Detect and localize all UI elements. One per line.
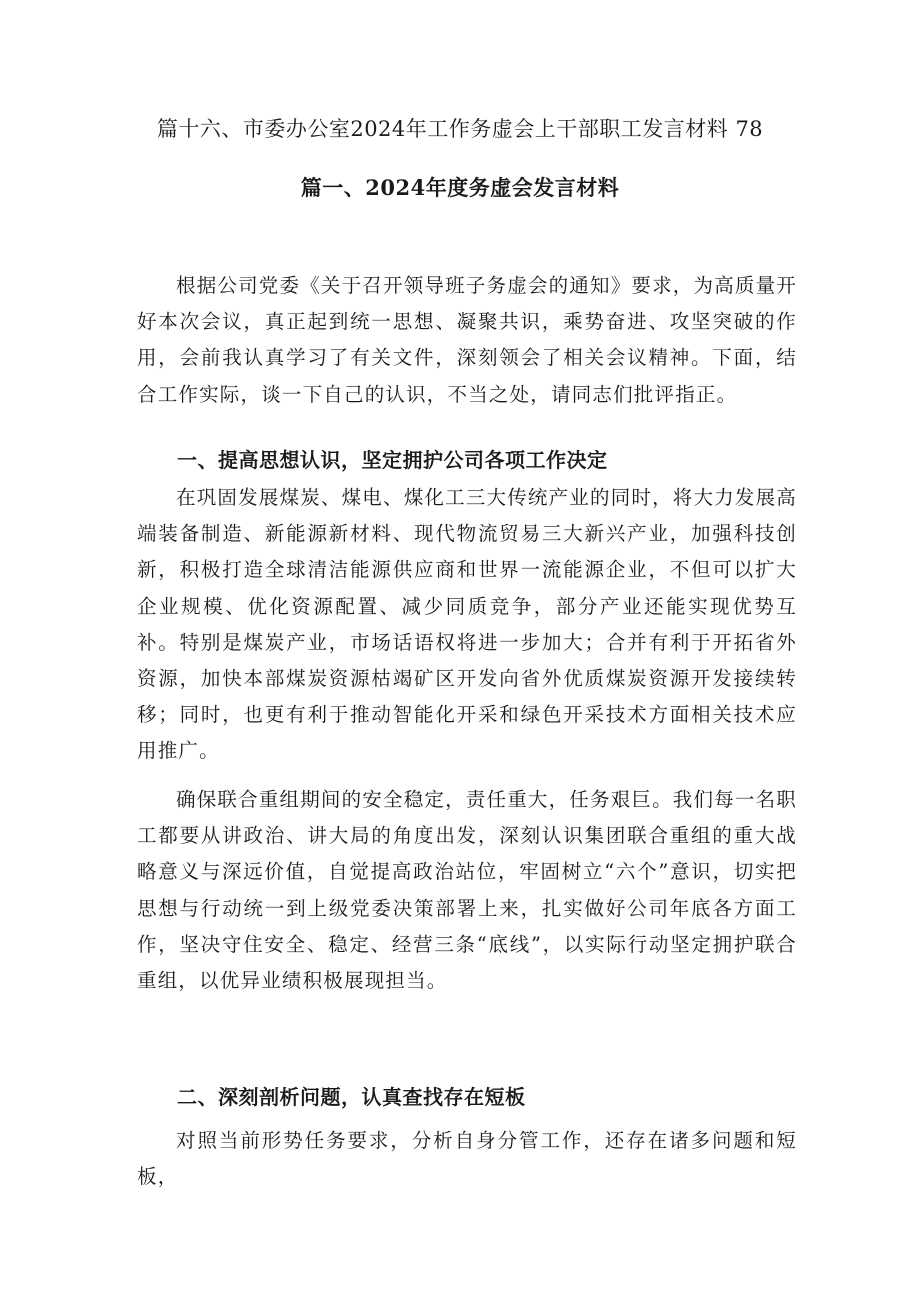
- section-2-paragraph-1: 对照当前形势任务要求，分析自身分管工作，还存在诸多问题和短板，: [137, 1129, 797, 1189]
- toc-entry-1-title: 篇一、2024年度务虚会发言材料: [300, 175, 620, 200]
- intro-paragraph: 根据公司党委《关于召开领导班子务虚会的通知》要求，为高质量开好本次会议，真正起到统一思想、凝聚共识，乘势奋进、攻坚突破的作用，会前我认真学习了有关文件，深刻领会了相关会议精神。下面，结合工作实际，谈一下自己的认识，不当之处，请同志们批评指正。: [137, 274, 798, 406]
- toc-entry-16: 篇十六、市委办公室2024年工作务虚会上干部职工发言材料 78: [156, 117, 764, 141]
- section-1-paragraph-1: 在巩固发展煤炭、煤电、煤化工三大传统产业的同时，将大力发展高端装备制造、新能源新材料、现代物流贸易三大新兴产业，加强科技创新，积极打造全球清洁能源供应商和世界一流能源企业，不但可以扩大企业规模、优化资源配置、减少同质竞争，部分产业还能实现优势互补。特别是煤炭产业，市场话语权将进一步加大；合并有利于开拓省外资源，加快本部煤炭资源枯竭矿区开发向省外优质煤炭资源开发接续转移；同时，也更有利于推动智能化开采和绿色开采技术方面相关技术应用推广。: [137, 486, 798, 763]
- section-heading-1: 一、提高思想认识，坚定拥护公司各项工作决定: [177, 448, 608, 472]
- section-1-paragraph-2: 确保联合重组期间的安全稳定，责任重大，任务艰巨。我们每一名职工都要从讲政治、讲大局的角度出发，深刻认识集团联合重组的重大战略意义与深远价值，自觉提高政治站位，牢固树立“六个”意识，切实把思想与行动统一到上级党委决策部署上来，扎实做好公司年底各方面工作，坚决守住安全、稳定、经营三条“底线”，以实际行动坚定拥护联合重组，以优异业绩积极展现担当。: [137, 788, 798, 993]
- section-heading-2: 二、深刻剖析问题，认真查找存在短板: [177, 1085, 526, 1109]
